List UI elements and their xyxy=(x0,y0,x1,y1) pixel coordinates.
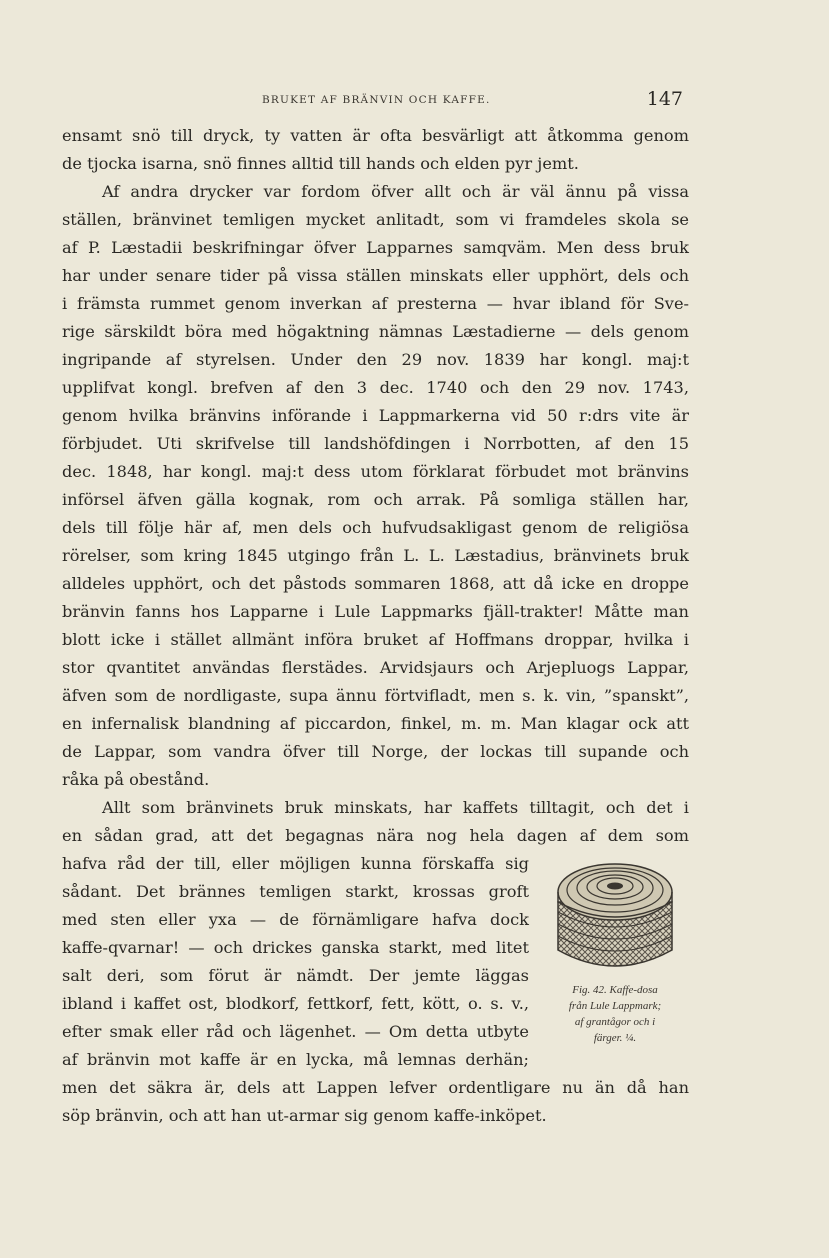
caption-line: färger. ¼. xyxy=(593,1032,637,1044)
text-line: stor qvantitet användas flerstädes. Arvidsjaurs och Arjepluogs Lappar, xyxy=(62,658,689,677)
coffee-box-illustration xyxy=(540,832,690,982)
caption-line: af grantågor och i xyxy=(574,1016,656,1028)
text-line: men det säkra är, dels att Lappen lefver ordentligare nu än då han xyxy=(62,1078,689,1097)
text-line: råka på obestånd. xyxy=(62,770,210,789)
text-line: rige särskildt böra med högaktning nämnas Læstadierne — dels genom xyxy=(62,322,689,341)
text-line: alldeles upphört, och det påstods sommaren 1868, att då icke en droppe xyxy=(62,574,689,593)
text-line: Allt som bränvinets bruk minskats, har kaffets tilltagit, och det i xyxy=(102,798,689,817)
text-line: sådant. Det brännes temligen starkt, krossas groft xyxy=(62,882,529,901)
caption-line: från Lule Lappmark; xyxy=(568,1000,662,1012)
text-line: rörelser, som kring 1845 utgingo från L. L. Læstadius, bränvinets bruk xyxy=(62,546,689,565)
paragraph-2 xyxy=(62,178,689,794)
text-line: ibland i kaffet ost, blodkorf, fettkorf, fett, kött, o. s. v., xyxy=(62,994,529,1013)
running-head: BRUKET AF BRÄNVIN OCH KAFFE. xyxy=(262,94,491,106)
text-line: bränvin fanns hos Lapparne i Lule Lappmarks fjäll-trakter! Måtte man xyxy=(62,602,689,621)
text-line: har under senare tider på vissa ställen minskats eller upphört, dels och xyxy=(62,266,689,285)
text-line: efter smak eller råd och lägenhet. — Om detta utbyte xyxy=(62,1022,529,1041)
text-line: af bränvin mot kaffe är en lycka, må lemnas derhän; xyxy=(62,1050,529,1069)
text-line: förbjudet. Uti skrifvelse till landshöfdingen i Norrbotten, af den 15 xyxy=(62,434,689,453)
text-line: dels till följe här af, men dels och hufvudsakligast genom de religiösa xyxy=(62,518,689,537)
paragraph-1 xyxy=(62,122,689,178)
text-line: en infernalisk blandning af piccardon, finkel, m. m. Man klagar ock att xyxy=(62,714,689,733)
text-line: dec. 1848, har kongl. maj:t dess utom förklarat förbudet mot bränvins xyxy=(62,462,689,481)
text-line: de Lappar, som vandra öfver till Norge, der lockas till supande och xyxy=(62,742,689,761)
page-number: 147 xyxy=(646,88,683,110)
text-line: genom hvilka bränvins införande i Lappmarkerna vid 50 r:drs vite är xyxy=(62,406,689,425)
text-line: söp bränvin, och att han ut-armar sig genom kaffe-inköpet. xyxy=(62,1106,547,1125)
text-line: införsel äfven gälla kognak, rom och arrak. På somliga ställen har, xyxy=(62,490,689,509)
text-line: i främsta rummet genom inverkan af presterna — hvar ibland för Sve- xyxy=(62,294,689,313)
text-line: äfven som de nordligaste, supa ännu förtvifladt, men s. k. vin, ”spanskt”, xyxy=(62,686,689,705)
text-line: blott icke i stället allmänt införa bruket af Hoffmans droppar, hvilka i xyxy=(62,630,689,649)
text-line: ingripande af styrelsen. Under den 29 nov. 1839 har kongl. maj:t xyxy=(62,350,689,369)
text-line: upplifvat kongl. brefven af den 3 dec. 1740 och den 29 nov. 1743, xyxy=(62,378,689,397)
text-line: hafva råd der till, eller möjligen kunna förskaffa sig xyxy=(62,854,529,873)
text-line: de tjocka isarna, snö finnes alltid till hands och elden pyr jemt. xyxy=(62,154,579,173)
text-line: med sten eller yxa — de förnämligare hafva dock xyxy=(62,910,529,929)
text-line: Af andra drycker var fordom öfver allt och är väl ännu på vissa xyxy=(102,182,689,201)
text-line: af P. Læstadii beskrifningar öfver Lapparnes samqväm. Men dess bruk xyxy=(62,238,689,257)
text-line: en sådan grad, att det begagnas nära nog hela dagen af dem som xyxy=(62,826,689,845)
text-line: salt deri, som förut är nämdt. Der jemte läggas xyxy=(62,966,529,985)
figure-caption xyxy=(540,982,690,1046)
text-line: ställen, bränvinet temligen mycket anlitadt, som vi framdeles skola se xyxy=(62,210,689,229)
text-line: ensamt snö till dryck, ty vatten är ofta besvärligt att åtkomma genom xyxy=(62,126,689,145)
text-line: kaffe-qvarnar! — och drickes ganska starkt, med litet xyxy=(62,938,529,957)
page-header xyxy=(62,88,683,116)
caption-line: Fig. 42. Kaffe-dosa xyxy=(572,984,658,996)
